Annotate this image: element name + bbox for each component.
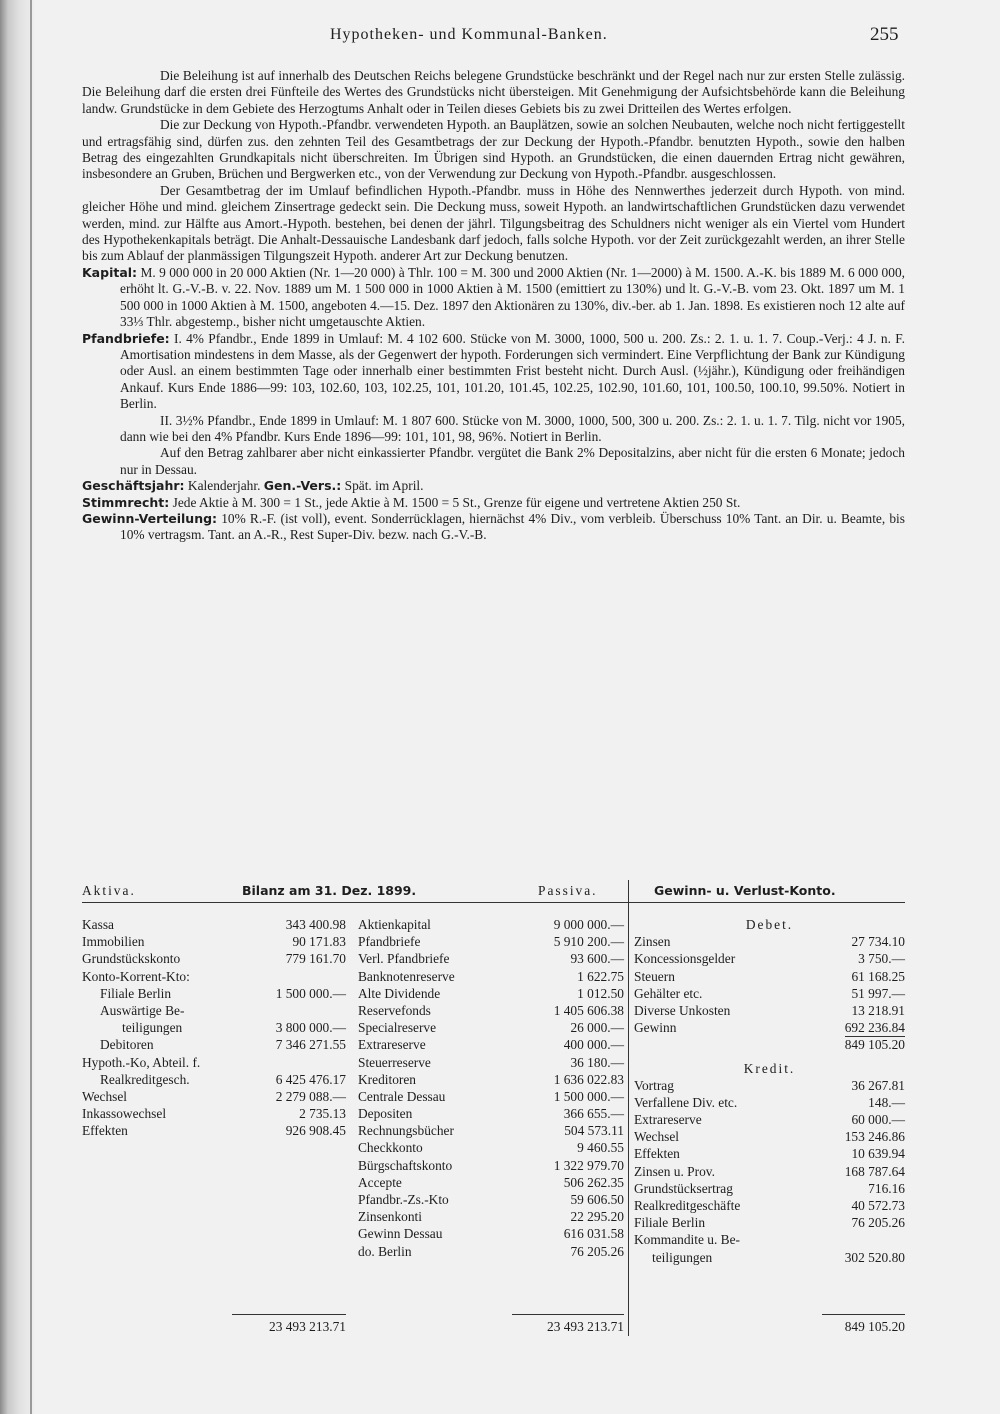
row-label: Pfandbriefe xyxy=(358,934,421,950)
table-row xyxy=(82,1071,346,1088)
row-label: Accepte xyxy=(358,1174,402,1190)
row-value: 504 573.11 xyxy=(564,1123,624,1139)
row-label: Grundstückskonto xyxy=(82,951,181,967)
row-label: Reservefonds xyxy=(358,1002,431,1018)
passiva-column xyxy=(358,916,624,1260)
gewinn-text: 10% R.-F. (ist voll), event. Sonderrücklagen, hiernächst 4% Div., vom verbleib. Überschuss 10% Tant. an Dir. u. Beamte, bis 10% vertragsm. Tant. an A.-R., Rest Super-Div. bezw. nach G.-V.-B. xyxy=(120,510,905,543)
paragraph-deckung: Die zur Deckung von Hypoth.-Pfandbr. verwendeten Hypoth. an Bauplätzen, sowie an solchen Neubauten, welche noch nicht fertiggestellt und ertragsfähig sind, dürfen zus. den zehnten Teil des Gesamtbetrags der zur Deckung der Hypoth.-Pfandbr. benutzten Hypoth., sowie den halben Betrag des eingezahlten Grundkapitals nicht überschreiten. Im Übrigen sind Hypoth. an Grundstücken, die einen dauernden Ertrag nicht gewähren, insbesondere an Gruben, Brüchen und Bergwerken etc., von der Verwendung zur Deckung von Hypoth.-Pfandbr. ausgeschlossen. xyxy=(82,117,905,182)
debet-title: Debet. xyxy=(745,917,794,932)
row-value: 3 750.— xyxy=(858,951,905,967)
row-value: 506 262.35 xyxy=(563,1174,624,1190)
row-value: 1 500 000.— xyxy=(553,1088,624,1104)
row-value: 7 346 271.55 xyxy=(275,1037,346,1053)
row-label: Realkreditgesch. xyxy=(100,1071,190,1087)
table-row xyxy=(82,933,346,950)
row-value: 1 622.75 xyxy=(577,968,624,984)
row-value: 5 910 200.— xyxy=(553,934,624,950)
row-value: 153 246.86 xyxy=(844,1129,905,1145)
table-row xyxy=(82,1054,346,1071)
row-label: Pfandbr.-Zs.-Kto xyxy=(358,1192,449,1207)
row-value: 26 000.— xyxy=(570,1020,624,1036)
row-value: 343 400.98 xyxy=(285,917,346,932)
guv-title: Gewinn- u. Verlust-Konto. xyxy=(654,883,836,898)
stimmrecht-text: Jede Aktie à M. 300 = 1 St., jede Aktie à M. 1500 = 5 St., Grenze für eigene und vertretene Aktien 250 St. xyxy=(172,494,741,510)
section-kapital xyxy=(82,265,905,331)
row-label: Diverse Unkosten xyxy=(634,1002,731,1018)
table-row xyxy=(634,968,905,985)
table-row xyxy=(358,1122,624,1139)
bilanz-title: Bilanz am 31. Dez. 1899. xyxy=(242,883,417,898)
table-row xyxy=(634,1163,905,1180)
row-value: 27 734.10 xyxy=(851,934,905,950)
row-label: Filiale Berlin xyxy=(100,985,172,1001)
section-stimmrecht xyxy=(82,495,905,511)
table-row xyxy=(358,1002,624,1019)
row-label: Centrale Dessau xyxy=(358,1088,446,1104)
table-row xyxy=(634,1036,905,1053)
table-row xyxy=(358,1139,624,1156)
row-label: Effekten xyxy=(634,1146,680,1162)
row-label: Wechsel xyxy=(634,1129,680,1145)
row-label: Verfallene Div. etc. xyxy=(634,1094,738,1110)
row-value: 36 180.— xyxy=(570,1054,624,1070)
table-row xyxy=(358,1071,624,1088)
balance-sheet xyxy=(82,880,905,1334)
table-row xyxy=(358,1036,624,1053)
table-row xyxy=(82,1105,346,1122)
row-label: Alte Dividende xyxy=(358,985,441,1001)
row-value: 400 000.— xyxy=(563,1037,624,1053)
page-header xyxy=(0,26,1000,50)
table-row xyxy=(82,1002,346,1019)
row-label: Hypoth.-Ko, Abteil. f. xyxy=(82,1054,201,1070)
table-row xyxy=(634,1111,905,1128)
table-row xyxy=(82,1036,346,1053)
row-label: Specialreserve xyxy=(358,1020,437,1036)
row-value: 22 295.20 xyxy=(570,1209,624,1225)
table-row xyxy=(358,1191,624,1208)
row-value: 40 572.73 xyxy=(851,1198,905,1213)
row-label: Gehälter etc. xyxy=(634,985,703,1001)
row-value: 926 908.45 xyxy=(285,1123,346,1139)
row-label: Aktienkapital xyxy=(358,917,431,932)
paragraph-gesamtbetrag: Der Gesamtbetrag der im Umlauf befindlichen Hypoth.-Pfandbr. muss in Höhe des Nennwerthes jederzeit durch Hypoth. von mind. gleicher Höhe und mind. gleichem Zinsertrage gedeckt sein. Die Deckung muss, soweit Hypoth. an landwirtschaftlichen Grundstücken dazu verwendet werden, mind. zur Hälfte aus Amort.-Hypoth. bestehen, bei denen der jährl. Tilgungsbeitrag des Schuldners nicht weniger als ein Viertel vom Hundert des Hypothekenkapitals beträgt. Die Anhalt-Dessauische Landesbank darf jedoch, falls solche Hypoth. vor der Zeit zurückgezahlt werden, an ihrer Stelle bis zum Ablauf der planmässigen Tilgungszeit Hypoth. anderer Art zur Deckung benutzen. xyxy=(82,182,905,264)
aktiva-title: Aktiva. xyxy=(82,883,136,898)
table-row xyxy=(358,1105,624,1122)
table-row xyxy=(358,985,624,1002)
table-row xyxy=(634,933,905,950)
row-value: 168 787.64 xyxy=(844,1163,905,1179)
row-label: Steuern xyxy=(634,968,675,984)
table-row xyxy=(634,985,905,1002)
table-row xyxy=(358,916,624,933)
balance-header xyxy=(82,880,905,903)
row-label: Extrareserve xyxy=(634,1112,702,1128)
row-label: Rechnungsbücher xyxy=(358,1123,454,1139)
table-row xyxy=(634,1094,905,1111)
row-value: 90 171.83 xyxy=(292,934,346,950)
row-value: 1 636 022.83 xyxy=(553,1071,624,1087)
table-row xyxy=(358,1019,624,1036)
table-row xyxy=(634,1214,905,1231)
row-value: 1 500 000.— xyxy=(275,985,346,1001)
row-label: Inkassowechsel xyxy=(82,1106,167,1122)
table-row xyxy=(82,968,346,985)
aktiva-total-rule xyxy=(232,1314,346,1315)
stimmrecht-label: Stimmrecht: xyxy=(82,494,170,510)
page-number: 255 xyxy=(870,24,899,45)
table-row xyxy=(82,1122,346,1139)
kredit-title: Kredit. xyxy=(743,1060,796,1076)
row-value: 60 000.— xyxy=(851,1112,905,1128)
row-label: teiligungen xyxy=(122,1020,183,1036)
table-row xyxy=(634,1128,905,1145)
row-value: 616 031.58 xyxy=(563,1226,624,1242)
table-row xyxy=(82,916,346,933)
row-label: Gewinn xyxy=(634,1020,677,1036)
kredit-total: 849 105.20 xyxy=(844,1319,905,1334)
kapital-text: M. 9 000 000 in 20 000 Aktien (Nr. 1—20 000) à Thlr. 100 = M. 300 und 2000 Aktien (Nr. 1—2000) à M. 1500. A.-K. bis 1889 M. 6 000 000, erhöht lt. G.-V.-B. v. 22. Nov. 1889 um M. 1 500 000 in 1000 Aktien à M. 1500 (emittiert zu 130%) und lt. G.-V.-B. vom 23. Okt. 1897 um M. 1 500 000 in 1000 Aktien à M. 1500, angeboten 4.—15. Dez. 1897 den Aktionären zu 130%, div.-ber. ab 1. Jan. 1898. Es existieren noch 12 alte auf 33⅓ Thlr. abgestemp., bisher nicht umgetauschte Aktien. xyxy=(120,264,905,330)
row-label: Kommandite u. Be- xyxy=(634,1232,740,1248)
row-label: Filiale Berlin xyxy=(634,1215,706,1231)
row-value: 2 735.13 xyxy=(299,1106,346,1122)
table-row xyxy=(634,1077,905,1094)
table-row xyxy=(358,1088,624,1105)
table-row xyxy=(358,1208,624,1225)
kapital-label: Kapital: xyxy=(82,264,138,280)
row-label: Kassa xyxy=(82,917,114,932)
section-gewinn-verteilung xyxy=(82,511,905,544)
table-row xyxy=(358,1054,624,1071)
row-label: Grundstücksertrag xyxy=(634,1180,733,1196)
table-row xyxy=(358,1157,624,1174)
pfandbriefe-label: Pfandbriefe: xyxy=(82,330,170,346)
row-value: 9 460.55 xyxy=(577,1140,624,1156)
row-value: 59 606.50 xyxy=(570,1192,624,1207)
row-value: 36 267.81 xyxy=(851,1077,905,1093)
row-value: 716.16 xyxy=(868,1180,905,1196)
row-value: 13 218.91 xyxy=(851,1002,905,1018)
section-pfandbriefe xyxy=(82,331,905,413)
table-row xyxy=(634,1180,905,1197)
table-row xyxy=(358,968,624,985)
row-label: Immobilien xyxy=(82,934,145,950)
aktiva-column xyxy=(82,916,346,1139)
row-value: 779 161.70 xyxy=(285,951,346,967)
row-value: 61 168.25 xyxy=(851,968,905,984)
table-row xyxy=(634,1197,905,1214)
row-value: 76 205.26 xyxy=(570,1243,624,1259)
table-row xyxy=(358,1243,624,1260)
row-label: do. Berlin xyxy=(358,1243,412,1259)
row-label: Wechsel xyxy=(82,1088,128,1104)
row-label: Banknotenreserve xyxy=(358,968,455,984)
debet-total: 849 105.20 xyxy=(844,1037,905,1053)
table-row xyxy=(634,1249,905,1266)
kredit-total-rule xyxy=(822,1314,905,1315)
passiva-title: Passiva. xyxy=(538,883,598,898)
row-value: 93 600.— xyxy=(570,951,624,967)
geschaeftsjahr-label: Geschäftsjahr: xyxy=(82,478,185,494)
table-row xyxy=(634,1145,905,1162)
row-value: 692 236.84 xyxy=(845,1019,905,1037)
row-value: 366 655.— xyxy=(563,1106,624,1122)
running-title: Hypotheken- und Kommunal-Banken. xyxy=(330,26,608,43)
table-row xyxy=(358,1174,624,1191)
genvers-text: Spät. im April. xyxy=(344,478,424,494)
row-label: Bürgschaftskonto xyxy=(358,1157,453,1173)
page-binding-edge xyxy=(0,0,34,1414)
row-label: Zinsenkonti xyxy=(358,1209,422,1225)
table-row xyxy=(358,1225,624,1242)
row-value: 3 800 000.— xyxy=(275,1020,346,1036)
section-pfandbriefe-ii: II. 3½% Pfandbr., Ende 1899 in Umlauf: M. 1 807 600. Stücke von M. 3000, 1000, 500, 300 u. 200. Zs.: 2. 1. u. 1. 7. Tilg. nicht vor 1905, dann wie bei den 4% Pfandbr. Kurs Ende 1896—99: 101, 101, 98, 96%. Notiert in Berlin. xyxy=(120,412,905,444)
table-row xyxy=(634,1231,905,1248)
table-row xyxy=(358,933,624,950)
table-row xyxy=(358,950,624,967)
row-value: 10 639.94 xyxy=(851,1146,905,1162)
table-row xyxy=(82,1019,346,1036)
passiva-total-rule xyxy=(512,1314,624,1315)
row-label: Zinsen xyxy=(634,934,671,950)
row-value: 302 520.80 xyxy=(844,1249,905,1265)
row-value: 2 279 088.— xyxy=(275,1088,346,1104)
passiva-total: 23 493 213.71 xyxy=(547,1319,624,1334)
row-label: Extrareserve xyxy=(358,1037,426,1053)
row-value: 1 322 979.70 xyxy=(553,1157,624,1173)
row-value: 1 405 606.38 xyxy=(553,1002,624,1018)
paragraph-beleihung: Die Beleihung ist auf innerhalb des Deutschen Reichs belegene Grundstücke beschränkt und der Regel nach nur zur ersten Stelle zulässig. Die Beleihung darf die ersten drei Fünfteile des Wertes des Grundstücks nicht übersteigen. Mit Genehmigung der Aufsichtsbehörde kann die Beleihung landw. Grundstücke in dem Gebiete des Herzogtums Anhalt oder in Teilen dieses Gebiets bis zu zwei Dritteilen des Wertes erfolgen. xyxy=(82,68,905,116)
row-label: Depositen xyxy=(358,1106,413,1122)
table-row xyxy=(634,1002,905,1019)
row-label: Debitoren xyxy=(100,1037,154,1053)
row-value: 51 997.— xyxy=(851,985,905,1001)
guv-column xyxy=(634,916,905,1266)
row-value: 1 012.50 xyxy=(577,985,624,1001)
body-text xyxy=(82,68,905,544)
row-label: Zinsen u. Prov. xyxy=(634,1163,715,1179)
row-value: 6 425 476.17 xyxy=(275,1071,346,1087)
row-label: Realkreditgeschäfte xyxy=(634,1198,741,1213)
row-value: 9 000 000.— xyxy=(553,917,624,932)
geschaeftsjahr-text: Kalenderjahr. xyxy=(187,478,261,494)
row-label: teiligungen xyxy=(652,1249,713,1265)
row-label: Effekten xyxy=(82,1123,128,1139)
row-label: Verl. Pfandbriefe xyxy=(358,951,450,967)
row-label: Checkkonto xyxy=(358,1140,423,1156)
row-label: Konto-Korrent-Kto: xyxy=(82,968,190,984)
row-label: Kreditoren xyxy=(358,1071,417,1087)
section-depositen: Auf den Betrag zahlbarer aber nicht einkassierter Pfandbr. vergütet die Bank 2% Depositalzins, aber nicht für die ersten 6 Monate; jedoch nur in Dessau. xyxy=(120,445,905,477)
aktiva-total: 23 493 213.71 xyxy=(269,1319,346,1334)
table-row xyxy=(634,950,905,967)
binding-line xyxy=(30,0,32,1414)
gewinn-label: Gewinn-Verteilung: xyxy=(82,510,218,526)
section-geschaeftsjahr xyxy=(82,478,905,494)
pfandbriefe-text: I. 4% Pfandbr., Ende 1899 in Umlauf: M. 4 102 600. Stücke von M. 3000, 1000, 500 u. 200. Zs.: 2. 1. u. 1. 7. Coup.-Verj.: 4 J. n. F. Amortisation mindestens in dem Masse, als der Gegenwert der hypoth. Forderungen sich vermindert. Eine Verpflichtung der Bank zur Kündigung oder Ausl. an einem bestimmten Tage oder innerhalb einer bestimmten Frist besteht nicht. Durch Ausl. (½jähr.), Kündigung oder freihändigen Ankauf. Kurs Ende 1886—99: 103, 102.60, 103, 102.25, 101, 101.20, 101.45, 102.25, 102.90, 101.60, 101, 100.50, 100.10, 99.50%. Notiert in Berlin. xyxy=(120,330,905,412)
row-label: Steuerreserve xyxy=(358,1054,431,1070)
row-label: Gewinn Dessau xyxy=(358,1226,443,1242)
table-row xyxy=(634,1019,905,1036)
row-label: Vortrag xyxy=(634,1077,674,1093)
row-value: 148.— xyxy=(868,1094,905,1110)
table-row xyxy=(82,1088,346,1105)
table-row xyxy=(82,985,346,1002)
table-row xyxy=(82,950,346,967)
row-label: Auswärtige Be- xyxy=(100,1002,185,1018)
genvers-label: Gen.-Vers.: xyxy=(263,478,342,494)
row-value: 76 205.26 xyxy=(851,1215,905,1231)
row-label: Koncessionsgelder xyxy=(634,951,736,967)
balance-divider xyxy=(628,880,629,1336)
